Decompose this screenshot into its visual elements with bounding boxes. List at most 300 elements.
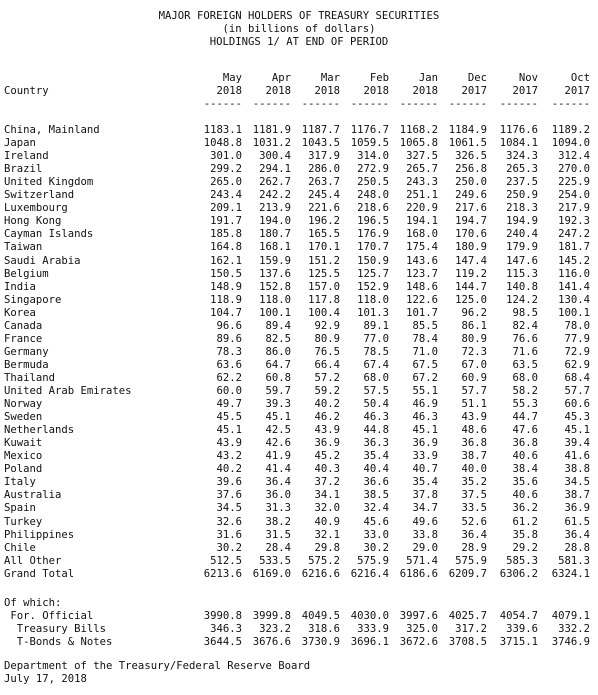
holding-value: 39.6 xyxy=(216,476,242,489)
holding-value: 40.0 xyxy=(461,463,487,476)
holding-value: 36.3 xyxy=(363,437,389,450)
holding-value: 92.9 xyxy=(314,319,340,332)
table-row xyxy=(4,610,596,623)
country-name: Canada xyxy=(4,319,43,332)
header-month: Oct xyxy=(570,72,590,84)
holding-value: 221.6 xyxy=(308,202,340,215)
country-name: Cayman Islands xyxy=(4,228,94,241)
holding-value: 41.6 xyxy=(564,450,590,463)
holding-value: 581.3 xyxy=(558,554,590,567)
table-row xyxy=(4,294,596,307)
holding-value: 249.6 xyxy=(455,189,487,202)
holding-value: 50.4 xyxy=(363,398,389,411)
holding-value: 96.2 xyxy=(461,306,487,319)
holding-value: 43.2 xyxy=(216,450,242,463)
header-month: May xyxy=(222,72,242,84)
holding-value: 145.2 xyxy=(558,254,590,267)
holding-value: 180.9 xyxy=(455,241,487,254)
report-title: MAJOR FOREIGN HOLDERS OF TREASURY SECURITIES xyxy=(158,10,440,22)
holding-value: 1168.2 xyxy=(399,124,438,136)
holding-value: 150.5 xyxy=(210,267,242,280)
header-rule: ------ xyxy=(448,98,487,110)
holding-value: 318.6 xyxy=(308,623,340,635)
table-row xyxy=(4,150,596,163)
table-row xyxy=(4,489,596,502)
country-name: Philippines xyxy=(4,528,75,541)
holding-value: 58.2 xyxy=(512,385,538,397)
holding-value: 124.2 xyxy=(506,293,538,306)
holding-value: 123.7 xyxy=(406,267,438,280)
holding-value: 209.1 xyxy=(210,202,242,215)
holding-value: 176.9 xyxy=(357,228,389,241)
holding-value: 35.4 xyxy=(363,450,389,463)
holding-value: 1187.7 xyxy=(301,124,340,136)
holding-value: 300.4 xyxy=(259,150,291,163)
holding-value: 36.4 xyxy=(461,528,487,541)
country-name: Thailand xyxy=(4,371,56,384)
holding-value: 130.4 xyxy=(558,293,590,306)
holding-value: 64.7 xyxy=(265,358,291,371)
table-row xyxy=(4,450,596,463)
holding-value: 100.1 xyxy=(558,306,590,319)
holding-value: 339.6 xyxy=(506,623,538,635)
table-row xyxy=(4,202,596,215)
holding-value: 68.0 xyxy=(512,371,538,384)
holding-value: 170.6 xyxy=(455,228,487,241)
holding-value: 55.1 xyxy=(412,385,438,397)
holding-value: 116.0 xyxy=(558,267,590,280)
header-year: 2018 xyxy=(314,85,340,97)
holding-value: 34.1 xyxy=(314,489,340,502)
table-row xyxy=(4,411,596,424)
holding-value: 40.9 xyxy=(314,515,340,528)
holding-value: 294.1 xyxy=(259,163,291,176)
holding-value: 140.8 xyxy=(506,280,538,293)
holding-value: 168.1 xyxy=(259,241,291,254)
header-year: 2018 xyxy=(363,85,389,97)
table-row xyxy=(4,529,596,542)
holding-value: 6213.6 xyxy=(203,567,242,580)
holding-value: 44.8 xyxy=(363,424,389,437)
country-name: Bermuda xyxy=(4,358,49,371)
holding-value: 98.5 xyxy=(512,306,538,319)
holding-value: 80.9 xyxy=(314,332,340,345)
holding-value: 45.6 xyxy=(363,515,389,528)
holding-value: 31.5 xyxy=(265,528,291,541)
holding-value: 1176.7 xyxy=(350,124,389,136)
country-name: Sweden xyxy=(4,411,43,424)
country-name: Saudi Arabia xyxy=(4,254,81,267)
holding-value: 118.9 xyxy=(210,293,242,306)
holding-value: 1061.5 xyxy=(448,137,487,150)
holding-value: 40.6 xyxy=(512,489,538,502)
holding-value: 118.0 xyxy=(259,293,291,306)
holding-value: 77.9 xyxy=(564,332,590,345)
holding-value: 40.2 xyxy=(216,463,242,476)
country-name: France xyxy=(4,332,43,345)
holding-value: 36.9 xyxy=(412,437,438,450)
holding-value: 51.1 xyxy=(461,398,487,411)
holding-value: 196.5 xyxy=(357,215,389,228)
holding-value: 100.4 xyxy=(308,306,340,319)
holding-value: 4054.7 xyxy=(499,610,538,622)
holding-value: 43.9 xyxy=(461,411,487,424)
holding-value: 104.7 xyxy=(210,306,242,319)
holding-value: 243.4 xyxy=(210,189,242,202)
country-name: United Arab Emirates xyxy=(4,385,132,397)
holding-value: 265.7 xyxy=(406,163,438,176)
holding-value: 46.3 xyxy=(363,411,389,424)
holding-value: 38.7 xyxy=(461,450,487,463)
holding-value: 36.4 xyxy=(564,528,590,541)
holding-value: 76.6 xyxy=(512,332,538,345)
header-month: Feb xyxy=(369,72,389,84)
holding-value: 218.6 xyxy=(357,202,389,215)
holding-value: 28.9 xyxy=(461,541,487,554)
holding-value: 3746.9 xyxy=(551,636,590,648)
holding-value: 36.8 xyxy=(512,437,538,450)
table-row xyxy=(4,307,596,320)
holding-value: 45.3 xyxy=(564,411,590,424)
country-name: Belgium xyxy=(4,267,49,280)
holding-value: 77.0 xyxy=(363,332,389,345)
holding-value: 101.3 xyxy=(357,306,389,319)
header-rule: ------ xyxy=(551,98,590,110)
holding-value: 36.6 xyxy=(363,476,389,489)
holding-value: 263.7 xyxy=(308,176,340,189)
table-row xyxy=(4,424,596,437)
holding-value: 49.6 xyxy=(412,515,438,528)
holding-value: 36.2 xyxy=(512,502,538,515)
holding-value: 270.0 xyxy=(558,163,590,176)
holding-value: 49.7 xyxy=(216,398,242,411)
holding-value: 119.2 xyxy=(455,267,487,280)
holding-value: 115.3 xyxy=(506,267,538,280)
country-name: Japan xyxy=(4,137,36,150)
holding-value: 1189.2 xyxy=(551,124,590,136)
holding-value: 312.4 xyxy=(558,150,590,163)
holding-value: 60.6 xyxy=(564,398,590,411)
holding-value: 63.5 xyxy=(512,358,538,371)
table-row xyxy=(4,636,596,649)
holding-value: 118.0 xyxy=(357,293,389,306)
holding-value: 61.5 xyxy=(564,515,590,528)
holding-value: 38.7 xyxy=(564,489,590,502)
holding-value: 36.9 xyxy=(314,437,340,450)
holding-value: 29.0 xyxy=(412,541,438,554)
holding-value: 194.0 xyxy=(259,215,291,228)
footer-date: July 17, 2018 xyxy=(4,673,87,685)
country-name: Chile xyxy=(4,541,36,554)
holding-value: 29.8 xyxy=(314,541,340,554)
holding-value: 86.1 xyxy=(461,319,487,332)
table-row xyxy=(4,437,596,450)
holding-value: 242.2 xyxy=(259,189,291,202)
holding-value: 45.1 xyxy=(216,424,242,437)
holding-value: 191.7 xyxy=(210,215,242,228)
holding-value: 89.4 xyxy=(265,319,291,332)
holding-value: 159.9 xyxy=(259,254,291,267)
holding-value: 3708.5 xyxy=(448,636,487,648)
holding-value: 28.4 xyxy=(265,541,291,554)
holding-value: 82.5 xyxy=(265,332,291,345)
country-name: Grand Total xyxy=(4,567,75,580)
holding-value: 76.5 xyxy=(314,345,340,358)
country-name: Singapore xyxy=(4,293,62,306)
holding-value: 34.5 xyxy=(216,502,242,515)
holding-value: 3730.9 xyxy=(301,636,340,648)
holding-value: 533.5 xyxy=(259,554,291,567)
holding-value: 47.6 xyxy=(512,424,538,437)
holding-value: 125.7 xyxy=(357,267,389,280)
holding-value: 29.2 xyxy=(512,541,538,554)
header-rule: ------ xyxy=(301,98,340,110)
holding-value: 32.0 xyxy=(314,502,340,515)
country-name: Taiwan xyxy=(4,241,43,254)
holding-value: 33.5 xyxy=(461,502,487,515)
holding-value: 314.0 xyxy=(357,150,389,163)
holding-value: 196.2 xyxy=(308,215,340,228)
holding-value: 68.0 xyxy=(363,371,389,384)
holding-value: 245.4 xyxy=(308,189,340,202)
table-row xyxy=(4,555,596,568)
holding-value: 164.8 xyxy=(210,241,242,254)
holding-value: 6169.0 xyxy=(252,567,291,580)
holding-value: 59.2 xyxy=(314,385,340,397)
holding-value: 137.6 xyxy=(259,267,291,280)
holding-value: 3696.1 xyxy=(350,636,389,648)
holding-value: 141.4 xyxy=(558,280,590,293)
country-name: Hong Kong xyxy=(4,215,62,228)
holding-value: 299.2 xyxy=(210,163,242,176)
holding-value: 34.5 xyxy=(564,476,590,489)
holding-value: 3672.6 xyxy=(399,636,438,648)
table-row xyxy=(4,333,596,346)
holding-value: 28.8 xyxy=(564,541,590,554)
holding-value: 52.6 xyxy=(461,515,487,528)
header-year: 2017 xyxy=(461,85,487,97)
holding-value: 82.4 xyxy=(512,319,538,332)
holding-value: 1031.2 xyxy=(252,137,291,150)
holding-value: 194.7 xyxy=(455,215,487,228)
holding-value: 256.8 xyxy=(455,163,487,176)
table-row xyxy=(4,568,596,581)
header-year: 2017 xyxy=(512,85,538,97)
header-year: 2017 xyxy=(564,85,590,97)
holding-value: 67.2 xyxy=(412,371,438,384)
holding-value: 40.3 xyxy=(314,463,340,476)
holding-value: 60.0 xyxy=(216,385,242,397)
country-name: Ireland xyxy=(4,150,49,163)
holding-value: 585.3 xyxy=(506,554,538,567)
country-name: Brazil xyxy=(4,163,43,176)
holding-value: 32.4 xyxy=(363,502,389,515)
holding-value: 35.4 xyxy=(412,476,438,489)
holding-value: 78.3 xyxy=(216,345,242,358)
holding-value: 217.9 xyxy=(558,202,590,215)
holding-value: 78.0 xyxy=(564,319,590,332)
table-row xyxy=(4,385,596,398)
table-row xyxy=(4,124,596,137)
holding-value: 185.8 xyxy=(210,228,242,241)
holding-value: 247.2 xyxy=(558,228,590,241)
holding-value: 46.9 xyxy=(412,398,438,411)
holding-value: 152.8 xyxy=(259,280,291,293)
holding-value: 324.3 xyxy=(506,150,538,163)
holding-value: 36.8 xyxy=(461,437,487,450)
holding-value: 57.5 xyxy=(363,385,389,397)
holding-value: 37.8 xyxy=(412,489,438,502)
holding-value: 1176.6 xyxy=(499,124,538,136)
holding-value: 157.0 xyxy=(308,280,340,293)
holding-value: 67.4 xyxy=(363,358,389,371)
holding-value: 89.1 xyxy=(363,319,389,332)
holding-value: 36.4 xyxy=(265,476,291,489)
holding-value: 326.5 xyxy=(455,150,487,163)
holding-value: 4030.0 xyxy=(350,610,389,622)
holding-value: 67.0 xyxy=(461,358,487,371)
holding-value: 144.7 xyxy=(455,280,487,293)
country-name: T-Bonds & Notes xyxy=(4,636,113,648)
holding-value: 122.6 xyxy=(406,293,438,306)
table-row xyxy=(4,359,596,372)
holding-value: 332.2 xyxy=(558,623,590,635)
footer-source: Department of the Treasury/Federal Reserve Board xyxy=(4,660,311,672)
holding-value: 265.3 xyxy=(506,163,538,176)
holding-value: 37.2 xyxy=(314,476,340,489)
country-name: For. Official xyxy=(4,610,94,622)
holding-value: 62.2 xyxy=(216,371,242,384)
holding-value: 3715.1 xyxy=(499,636,538,648)
holding-value: 55.3 xyxy=(512,398,538,411)
of-which-label: Of which: xyxy=(4,597,62,609)
holding-value: 181.7 xyxy=(558,241,590,254)
holding-value: 148.9 xyxy=(210,280,242,293)
table-row xyxy=(4,281,596,294)
holding-value: 43.9 xyxy=(314,424,340,437)
table-row xyxy=(4,372,596,385)
header-year: 2018 xyxy=(265,85,291,97)
holding-value: 30.2 xyxy=(363,541,389,554)
holding-value: 38.4 xyxy=(512,463,538,476)
table-row xyxy=(4,189,596,202)
holding-value: 42.6 xyxy=(265,437,291,450)
holding-value: 248.0 xyxy=(357,189,389,202)
holding-value: 150.9 xyxy=(357,254,389,267)
country-name: Spain xyxy=(4,502,36,515)
holding-value: 262.7 xyxy=(259,176,291,189)
report-units: (in billions of dollars) xyxy=(222,23,376,35)
holding-value: 3990.8 xyxy=(203,610,242,622)
table-row xyxy=(4,137,596,150)
country-name: United Kingdom xyxy=(4,176,94,189)
holding-value: 327.5 xyxy=(406,150,438,163)
holding-value: 323.2 xyxy=(259,623,291,635)
table-row xyxy=(4,268,596,281)
holding-value: 45.2 xyxy=(314,450,340,463)
holding-value: 251.1 xyxy=(406,189,438,202)
holding-value: 101.7 xyxy=(406,306,438,319)
holding-value: 217.6 xyxy=(455,202,487,215)
holding-value: 152.9 xyxy=(357,280,389,293)
table-row xyxy=(4,255,596,268)
holding-value: 62.9 xyxy=(564,358,590,371)
holding-value: 6216.6 xyxy=(301,567,340,580)
holding-value: 40.7 xyxy=(412,463,438,476)
header-rule: ------ xyxy=(399,98,438,110)
holding-value: 78.5 xyxy=(363,345,389,358)
holding-value: 286.0 xyxy=(308,163,340,176)
holding-value: 1065.8 xyxy=(399,137,438,150)
holding-value: 213.9 xyxy=(259,202,291,215)
holding-value: 38.5 xyxy=(363,489,389,502)
holding-value: 80.9 xyxy=(461,332,487,345)
holding-value: 220.9 xyxy=(406,202,438,215)
holding-value: 165.5 xyxy=(308,228,340,241)
holding-value: 35.2 xyxy=(461,476,487,489)
country-name: Korea xyxy=(4,306,36,319)
holding-value: 4079.1 xyxy=(551,610,590,622)
holding-value: 32.1 xyxy=(314,528,340,541)
holding-value: 265.0 xyxy=(210,176,242,189)
holding-value: 151.2 xyxy=(308,254,340,267)
header-month: Mar xyxy=(320,72,340,84)
holding-value: 72.9 xyxy=(564,345,590,358)
table-row xyxy=(4,398,596,411)
holding-value: 170.7 xyxy=(357,241,389,254)
holding-value: 30.2 xyxy=(216,541,242,554)
holding-value: 85.5 xyxy=(412,319,438,332)
holding-value: 148.6 xyxy=(406,280,438,293)
table-row xyxy=(4,346,596,359)
holding-value: 243.3 xyxy=(406,176,438,189)
holding-value: 512.5 xyxy=(210,554,242,567)
table-row xyxy=(4,241,596,254)
holding-value: 40.6 xyxy=(512,450,538,463)
holding-value: 254.0 xyxy=(558,189,590,202)
holding-value: 41.4 xyxy=(265,463,291,476)
country-name: Germany xyxy=(4,345,49,358)
holding-value: 31.6 xyxy=(216,528,242,541)
holding-value: 6306.2 xyxy=(499,567,538,580)
holding-value: 192.3 xyxy=(558,215,590,228)
holding-value: 1048.8 xyxy=(203,137,242,150)
holding-value: 32.6 xyxy=(216,515,242,528)
holding-value: 170.1 xyxy=(308,241,340,254)
holding-value: 4025.7 xyxy=(448,610,487,622)
holding-value: 575.9 xyxy=(455,554,487,567)
table-row xyxy=(4,215,596,228)
holding-value: 6324.1 xyxy=(551,567,590,580)
holding-value: 125.5 xyxy=(308,267,340,280)
country-name: Turkey xyxy=(4,515,43,528)
holding-value: 325.0 xyxy=(406,623,438,635)
holding-value: 67.5 xyxy=(412,358,438,371)
holding-value: 218.3 xyxy=(506,202,538,215)
table-row xyxy=(4,516,596,529)
holding-value: 46.2 xyxy=(314,411,340,424)
country-name: Mexico xyxy=(4,450,43,463)
country-name: All Other xyxy=(4,554,62,567)
holding-value: 60.8 xyxy=(265,371,291,384)
country-name: Luxembourg xyxy=(4,202,68,215)
holding-value: 57.2 xyxy=(314,371,340,384)
header-month: Apr xyxy=(271,72,291,84)
report-subtitle: HOLDINGS 1/ AT END OF PERIOD xyxy=(209,36,389,48)
holding-value: 117.8 xyxy=(308,293,340,306)
holding-value: 272.9 xyxy=(357,163,389,176)
holding-value: 57.7 xyxy=(564,385,590,397)
